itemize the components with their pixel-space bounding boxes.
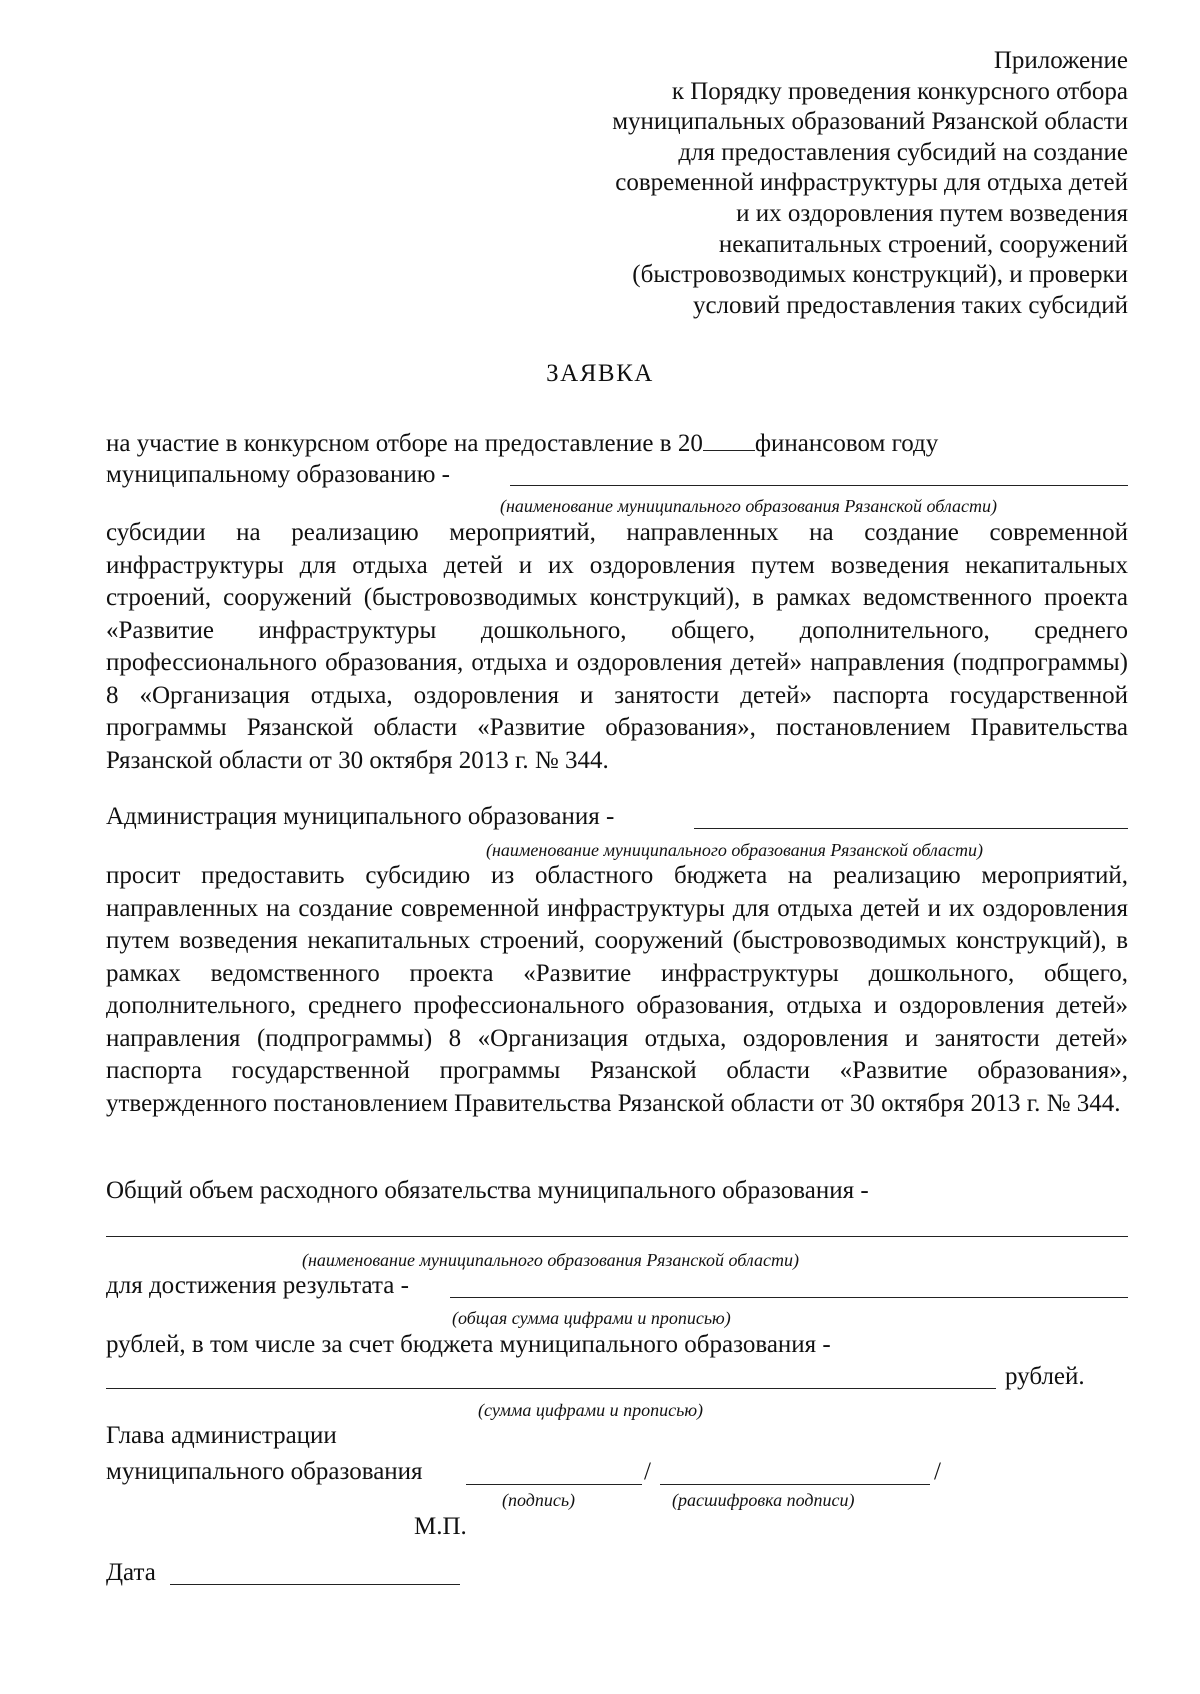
appendix-line: условий предоставления таких субсидий <box>692 291 1128 319</box>
appendix-line: некапитальных строений, сооружений <box>718 230 1128 258</box>
rubles-label: рублей. <box>1005 1363 1085 1390</box>
head-title-line-2: муниципального образования <box>106 1458 423 1485</box>
date-label: Дата <box>106 1559 156 1586</box>
appendix-line: современной инфраструктуры для отдыха детей <box>615 169 1128 197</box>
subsidy-description-paragraph: субсидии на реализацию мероприятий, направленных на создание современной инфраструктуры для отдыха детей и их оздоровления путем возведения некапитальных строений, сооружений (быстровозводимых конструкций), в рамках ведомственного проекта «Развитие инфраструктуры дошкольного, общего, дополнительного, среднего профессионального образования, отдыха и оздоровления детей» направления (подпрограммы) 8 «Организация отдыха, оздоровления и занятости детей» паспорта государственной программы Рязанской области «Развитие образования», постановлением Правительства Рязанской области от 30 октября 2013 г. № 344. <box>106 519 1128 774</box>
municipality-name-hint: (наименование муниципального образования Рязанской области) <box>500 496 997 516</box>
total-amount-hint: (общая сумма цифрами и прописью) <box>452 1308 731 1328</box>
signature-slash-end: / <box>934 1458 941 1485</box>
budget-amount-hint: (сумма цифрами и прописью) <box>478 1400 704 1420</box>
total-amount-field[interactable] <box>450 1297 1128 1298</box>
signature-decode-hint: (расшифровка подписи) <box>672 1490 855 1510</box>
intro-line-1 <box>106 429 938 459</box>
appendix-header <box>428 46 1128 321</box>
total-municipality-hint: (наименование муниципального образования Рязанской области) <box>302 1250 799 1270</box>
appendix-line: к Порядку проведения конкурсного отбора <box>671 77 1128 105</box>
municipality-name-field[interactable] <box>510 485 1128 486</box>
administration-label: Администрация муниципального образования - <box>106 803 615 830</box>
intro-text-part1: на участие в конкурсном отборе на предоставление в 20 <box>106 430 703 457</box>
intro-text-part2: финансовом году <box>754 430 939 457</box>
signature-hint: (подпись) <box>502 1490 576 1510</box>
stamp-place-label: М.П. <box>414 1513 467 1540</box>
administration-name-field[interactable] <box>694 828 1128 829</box>
request-paragraph: просит предоставить субсидию из областного бюджета на реализацию мероприятий, направленных на создание современной инфраструктуры для отдыха детей и их оздоровления путем возведения некапитальных строений, сооружений (быстровозводимых конструкций), в рамках ведомственного проекта «Развитие инфраструктуры дошкольного, общего, дополнительного, среднего профессионального образования, отдыха и оздоровления детей» направления (подпрограммы) 8 «Организация отдыха, оздоровления и занятости детей» паспорта государственной программы Рязанской области «Развитие образования», утвержденного постановлением Правительства Рязанской области от 30 октября 2013 г. № 344. <box>106 862 1128 1117</box>
head-title-line-1: Глава администрации <box>106 1422 337 1449</box>
result-label: для достижения результата - <box>106 1272 409 1299</box>
signature-decode-field[interactable] <box>660 1484 930 1485</box>
appendix-line: для предоставления субсидий на создание <box>678 138 1128 166</box>
date-field[interactable] <box>170 1584 460 1585</box>
appendix-line: (быстровозводимых конструкций), и проверки <box>632 261 1128 289</box>
appendix-line: Приложение <box>993 47 1128 74</box>
total-municipality-field[interactable] <box>106 1236 1128 1237</box>
total-obligation-label: Общий объем расходного обязательства муниципального образования - <box>106 1177 869 1204</box>
signature-slash: / <box>644 1458 651 1485</box>
signature-field[interactable] <box>466 1484 642 1485</box>
budget-label: рублей, в том числе за счет бюджета муниципального образования - <box>106 1331 831 1358</box>
appendix-line: и их оздоровления путем возведения <box>736 199 1128 227</box>
year-field[interactable] <box>703 450 755 451</box>
appendix-line: муниципальных образований Рязанской области <box>612 108 1128 136</box>
administration-name-hint: (наименование муниципального образования Рязанской области) <box>486 840 983 860</box>
budget-amount-field[interactable] <box>106 1388 996 1389</box>
intro-line-2: муниципальному образованию - <box>106 461 451 488</box>
document-title: ЗАЯВКА <box>546 360 654 387</box>
